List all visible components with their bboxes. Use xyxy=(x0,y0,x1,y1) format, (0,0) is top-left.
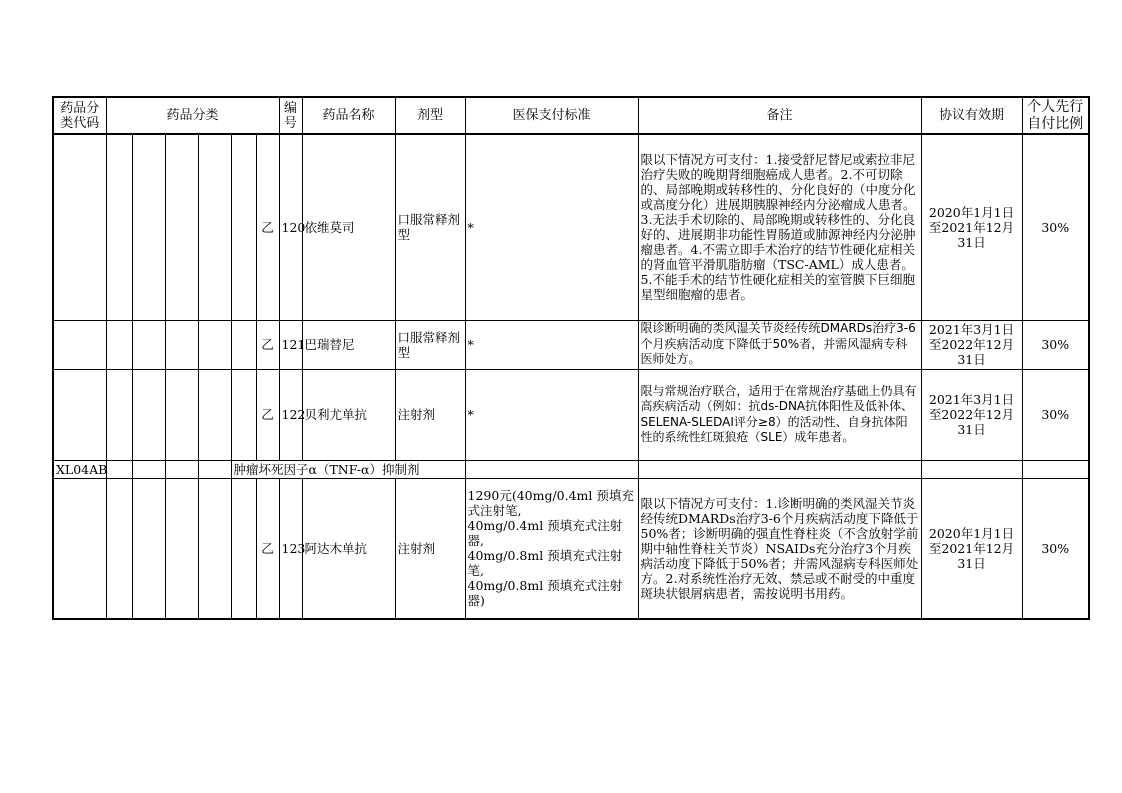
drug-name-cell: 依维莫司 xyxy=(302,134,395,320)
standard-cell: * xyxy=(465,320,638,369)
standard-line: 40mg/0.4ml 预填充式注射器, xyxy=(467,518,623,549)
table-row xyxy=(53,478,1089,619)
code-cell xyxy=(53,478,106,619)
grade-cell: 乙 xyxy=(256,369,279,460)
form-cell: 注射剂 xyxy=(395,369,465,460)
subcategory-row xyxy=(53,460,1089,478)
header-form: 剂型 xyxy=(395,97,465,134)
standard-cell xyxy=(465,478,638,619)
table-row xyxy=(53,134,1089,320)
header-ratio: 个人先行自付比例 xyxy=(1022,97,1089,134)
header-standard: 医保支付标准 xyxy=(465,97,638,134)
ratio-cell: 30% xyxy=(1022,320,1089,369)
drug-name-cell: 巴瑞替尼 xyxy=(302,320,395,369)
validity-cell: 2020年1月1日至2021年12月31日 xyxy=(921,134,1022,320)
standard-cell: * xyxy=(465,369,638,460)
form-cell: 口服常释剂型 xyxy=(395,320,465,369)
code-cell xyxy=(53,369,106,460)
validity-cell: 2021年3月1日至2022年12月31日 xyxy=(921,320,1022,369)
form-cell: 口服常释剂型 xyxy=(395,134,465,320)
table-header-row xyxy=(53,97,1089,134)
header-category: 药品分类 xyxy=(106,97,279,134)
grade-cell: 乙 xyxy=(256,134,279,320)
number-cell: 120 xyxy=(279,134,302,320)
ratio-cell: 30% xyxy=(1022,134,1089,320)
table-row xyxy=(53,320,1089,369)
drug-name-cell: 贝利尤单抗 xyxy=(302,369,395,460)
header-validity: 协议有效期 xyxy=(921,97,1022,134)
subcategory-label: 肿瘤坏死因子α（TNF-α）抑制剂 xyxy=(231,460,465,478)
standard-line: 40mg/0.8ml 预填充式注射笔, xyxy=(467,548,623,579)
standard-line: 40mg/0.8ml 预填充式注射器) xyxy=(467,578,623,609)
number-cell: 123 xyxy=(279,478,302,619)
ratio-cell: 30% xyxy=(1022,369,1089,460)
subcategory-code: XL04AB xyxy=(53,460,106,478)
number-cell: 122 xyxy=(279,369,302,460)
form-cell: 注射剂 xyxy=(395,478,465,619)
grade-cell: 乙 xyxy=(256,478,279,619)
code-cell xyxy=(53,134,106,320)
code-cell xyxy=(53,320,106,369)
note-cell: 限以下情况方可支付：1.诊断明确的类风湿关节炎经传统DMARDs治疗3-6个月疾病活动度下降低于50%者；诊断明确的强直性脊柱炎（不含放射学前期中轴性脊柱关节炎）NSAIDs充分治疗3个月疾病活动度下降低于50%者；并需风湿病专科医师处方。2.对系统性治疗无效、禁忌或不耐受的中重度斑块状银屑病患者，需按说明书用药。 xyxy=(638,478,921,619)
note-cell: 限以下情况方可支付：1.接受舒尼替尼或索拉非尼治疗失败的晚期肾细胞癌成人患者。2.不可切除的、局部晚期或转移性的、分化良好的（中度分化或高度分化）进展期胰腺神经内分泌瘤成人患者。3.无法手术切除的、局部晚期或转移性的、分化良好的、进展期非功能性胃肠道或肺源神经内分泌肿瘤患者。4.不需立即手术治疗的结节性硬化症相关的肾血管平滑肌脂肪瘤（TSC-AML）成人患者。5.不能手术的结节性硬化症相关的室管膜下巨细胞星型细胞瘤的患者。 xyxy=(638,134,921,320)
table-row xyxy=(53,369,1089,460)
note-cell: 限与常规治疗联合，适用于在常规治疗基础上仍具有高疾病活动（例如：抗ds-DNA抗体阳性及低补体、SELENA-SLEDAI评分≥8）的活动性、自身抗体阳性的系统性红斑狼疮（SLE）成年患者。 xyxy=(638,369,921,460)
validity-cell: 2021年3月1日至2022年12月31日 xyxy=(921,369,1022,460)
ratio-cell: 30% xyxy=(1022,478,1089,619)
standard-line: 1290元(40mg/0.4ml 预填充式注射笔, xyxy=(467,488,634,519)
number-cell: 121 xyxy=(279,320,302,369)
note-cell: 限诊断明确的类风湿关节炎经传统DMARDs治疗3-6个月疾病活动度下降低于50%者，并需风湿病专科医师处方。 xyxy=(638,320,921,369)
header-code: 药品分类代码 xyxy=(53,97,106,134)
header-number: 编号 xyxy=(279,97,302,134)
drug-list-table xyxy=(52,96,1090,620)
standard-cell: * xyxy=(465,134,638,320)
header-note: 备注 xyxy=(638,97,921,134)
drug-name-cell: 阿达木单抗 xyxy=(302,478,395,619)
grade-cell: 乙 xyxy=(256,320,279,369)
validity-cell: 2020年1月1日至2021年12月31日 xyxy=(921,478,1022,619)
header-name: 药品名称 xyxy=(302,97,395,134)
